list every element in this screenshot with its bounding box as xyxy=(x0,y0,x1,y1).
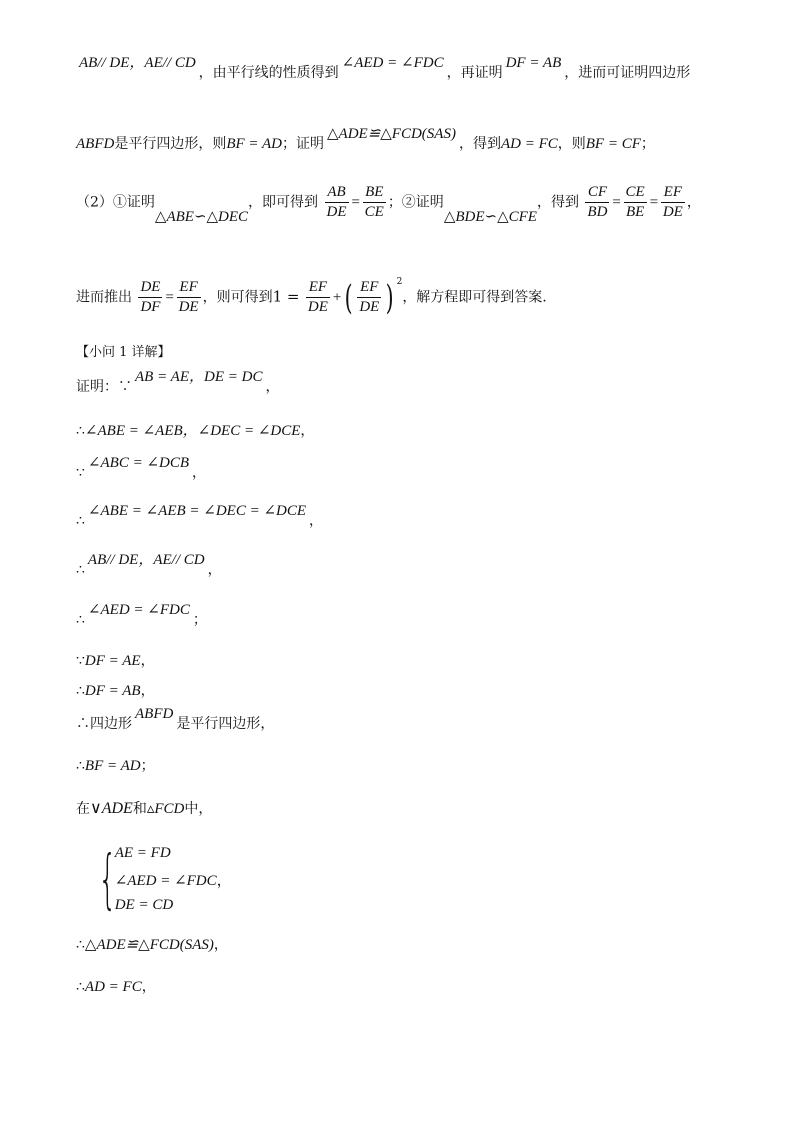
logic-symbol: ∴ xyxy=(76,612,85,628)
punctuation: ， xyxy=(207,562,222,578)
math-expression: ▵FCD xyxy=(146,801,185,817)
math-expression: ∠AED = ∠FDC xyxy=(87,602,190,618)
math-expression: △BDE∽△CFE xyxy=(443,208,537,225)
proof-step xyxy=(76,552,222,578)
proof-step xyxy=(76,424,314,439)
math-expression: DF = AB xyxy=(505,55,562,71)
proof-intro: 证明：∵AB = AE，DE = DC， xyxy=(76,369,280,395)
proof-step-bf-ad: ∴BF = AD； xyxy=(76,758,155,774)
text-run: ，得到 xyxy=(458,136,501,152)
punctuation: ， xyxy=(140,683,155,699)
summary-line-2 xyxy=(76,126,655,152)
math-expression: BF = AD xyxy=(84,758,141,774)
section-heading: 【小问 1 详解】 xyxy=(76,345,171,360)
summary-line-1 xyxy=(76,55,691,81)
punctuation: ； xyxy=(192,612,207,628)
text-run: ；②证明 xyxy=(387,194,444,211)
fraction: $\frac{CF}{BD}$ xyxy=(587,184,608,220)
system-row: ∠AED = ∠FDC， xyxy=(114,873,232,889)
proof-step xyxy=(76,654,155,669)
math-expression: AB = AE，DE = DC xyxy=(135,369,263,385)
punctuation: ， xyxy=(140,653,155,669)
fraction: $\frac{CE}{BE}$ xyxy=(625,184,645,220)
fraction: $\frac{DE}{DF}$ xyxy=(140,279,161,315)
text-run: ， xyxy=(686,194,701,211)
fraction: $\frac{EF}{DE}$ xyxy=(307,279,328,315)
fraction: $\frac{BE}{CE}$ xyxy=(364,184,384,220)
equation-system xyxy=(76,842,232,917)
math-expression: AD = FC xyxy=(500,136,558,152)
fraction: $\frac{EF}{DE}$ xyxy=(662,184,683,220)
text-run: ； xyxy=(640,136,655,152)
summary-line-3: （2）①证明△ABE∽△DEC，即可得到 $\frac{AB}{DE}$ = $\frac{BE}{CE}$ ；②证明△BDE∽△CFE，得到 $\frac{CF}{BD}$ = $\frac{CE}{BE}$ = $\frac{EF}{DE}$ ， xyxy=(76,184,701,225)
fraction: $\frac{AB}{DE}$ xyxy=(326,184,347,220)
math-expression: AB// DE，AE// CD xyxy=(87,552,205,568)
text-run: ，则 xyxy=(557,136,586,152)
text-run: ，再证明 xyxy=(446,65,503,81)
proof-step-triangles: 在∨ADE和▵FCD中， xyxy=(76,800,213,817)
text-run: ，解方程即可得到答案. xyxy=(402,289,547,306)
text-run: 进而推出 xyxy=(76,289,132,306)
math-expression: △ADE≌△FCD(SAS) xyxy=(327,126,456,142)
math-expression: △ABE∽△DEC xyxy=(154,208,249,225)
logic-symbol: ∵ xyxy=(76,653,85,669)
summary-line-4: 进而推出 $\frac{DE}{DF}$ = $\frac{EF}{DE}$ ，则可得到1 = $\frac{EF}{DE}$ +( $\frac{EF}{DE}$ ) $^2$，解方程即可得到答案. xyxy=(76,276,547,318)
math-expression: ∨ADE xyxy=(90,800,133,817)
text-run: ，得到 xyxy=(536,194,579,211)
punctuation: ， xyxy=(300,423,315,439)
fraction: $\frac{EF}{DE}$ xyxy=(359,279,380,315)
logic-symbol: ∴ xyxy=(76,683,85,699)
text-run: ；证明 xyxy=(282,136,324,152)
math-expression: ∠ABE = ∠AEB，∠DEC = ∠DCE xyxy=(84,423,301,439)
math-expression: BF = AD xyxy=(226,136,282,152)
text-run: ，即可得到 xyxy=(248,194,319,211)
text-run: （2）①证明 xyxy=(76,194,155,211)
text-run: ，由平行线的性质得到 xyxy=(198,65,339,81)
logic-symbol: ∴ xyxy=(76,513,85,529)
system-row: DE = CD xyxy=(114,897,174,913)
math-expression: DF = AB xyxy=(84,683,141,699)
text-run: 是平行四边形，则 xyxy=(114,136,227,152)
proof-step-parallelogram: ∴四边形ABFD是平行四边形， xyxy=(76,706,275,732)
math-expression: △ADE≌△FCD(SAS) xyxy=(84,937,214,953)
proof-step xyxy=(76,455,207,481)
punctuation: ， xyxy=(192,465,207,481)
proof-step-ad-fc: ∴AD = FC， xyxy=(76,979,156,995)
fraction: $\frac{EF}{DE}$ xyxy=(178,279,199,315)
logic-symbol: ∵ xyxy=(76,465,85,481)
proof-step xyxy=(76,684,155,699)
left-brace: { xyxy=(98,842,117,917)
punctuation: ， xyxy=(309,513,324,529)
math-expression: ∠AED = ∠FDC xyxy=(341,55,444,71)
math-expression: ∠ABC = ∠DCB xyxy=(87,455,190,471)
proof-step xyxy=(76,503,324,529)
math-expression: ABFD xyxy=(76,136,115,152)
math-expression: ABFD xyxy=(135,706,174,722)
text-run: ，则可得到 xyxy=(202,289,273,306)
math-expression: DF = AE xyxy=(84,653,141,669)
logic-symbol: ∴ xyxy=(76,562,85,578)
proof-step xyxy=(76,602,207,628)
math-expression: AB// DE，AE// CD xyxy=(79,55,196,71)
math-expression: AD = FC xyxy=(84,979,142,995)
system-row: AE = FD xyxy=(114,845,171,861)
logic-symbol: ∴ xyxy=(76,423,85,439)
text-run: ，进而可证明四边形 xyxy=(564,65,691,81)
math-expression: BF = CF xyxy=(585,136,641,152)
math-expression: ∠ABE = ∠AEB = ∠DEC = ∠DCE xyxy=(87,503,307,519)
proof-step-congruence: ∴△ADE≌△FCD(SAS)， xyxy=(76,937,228,953)
